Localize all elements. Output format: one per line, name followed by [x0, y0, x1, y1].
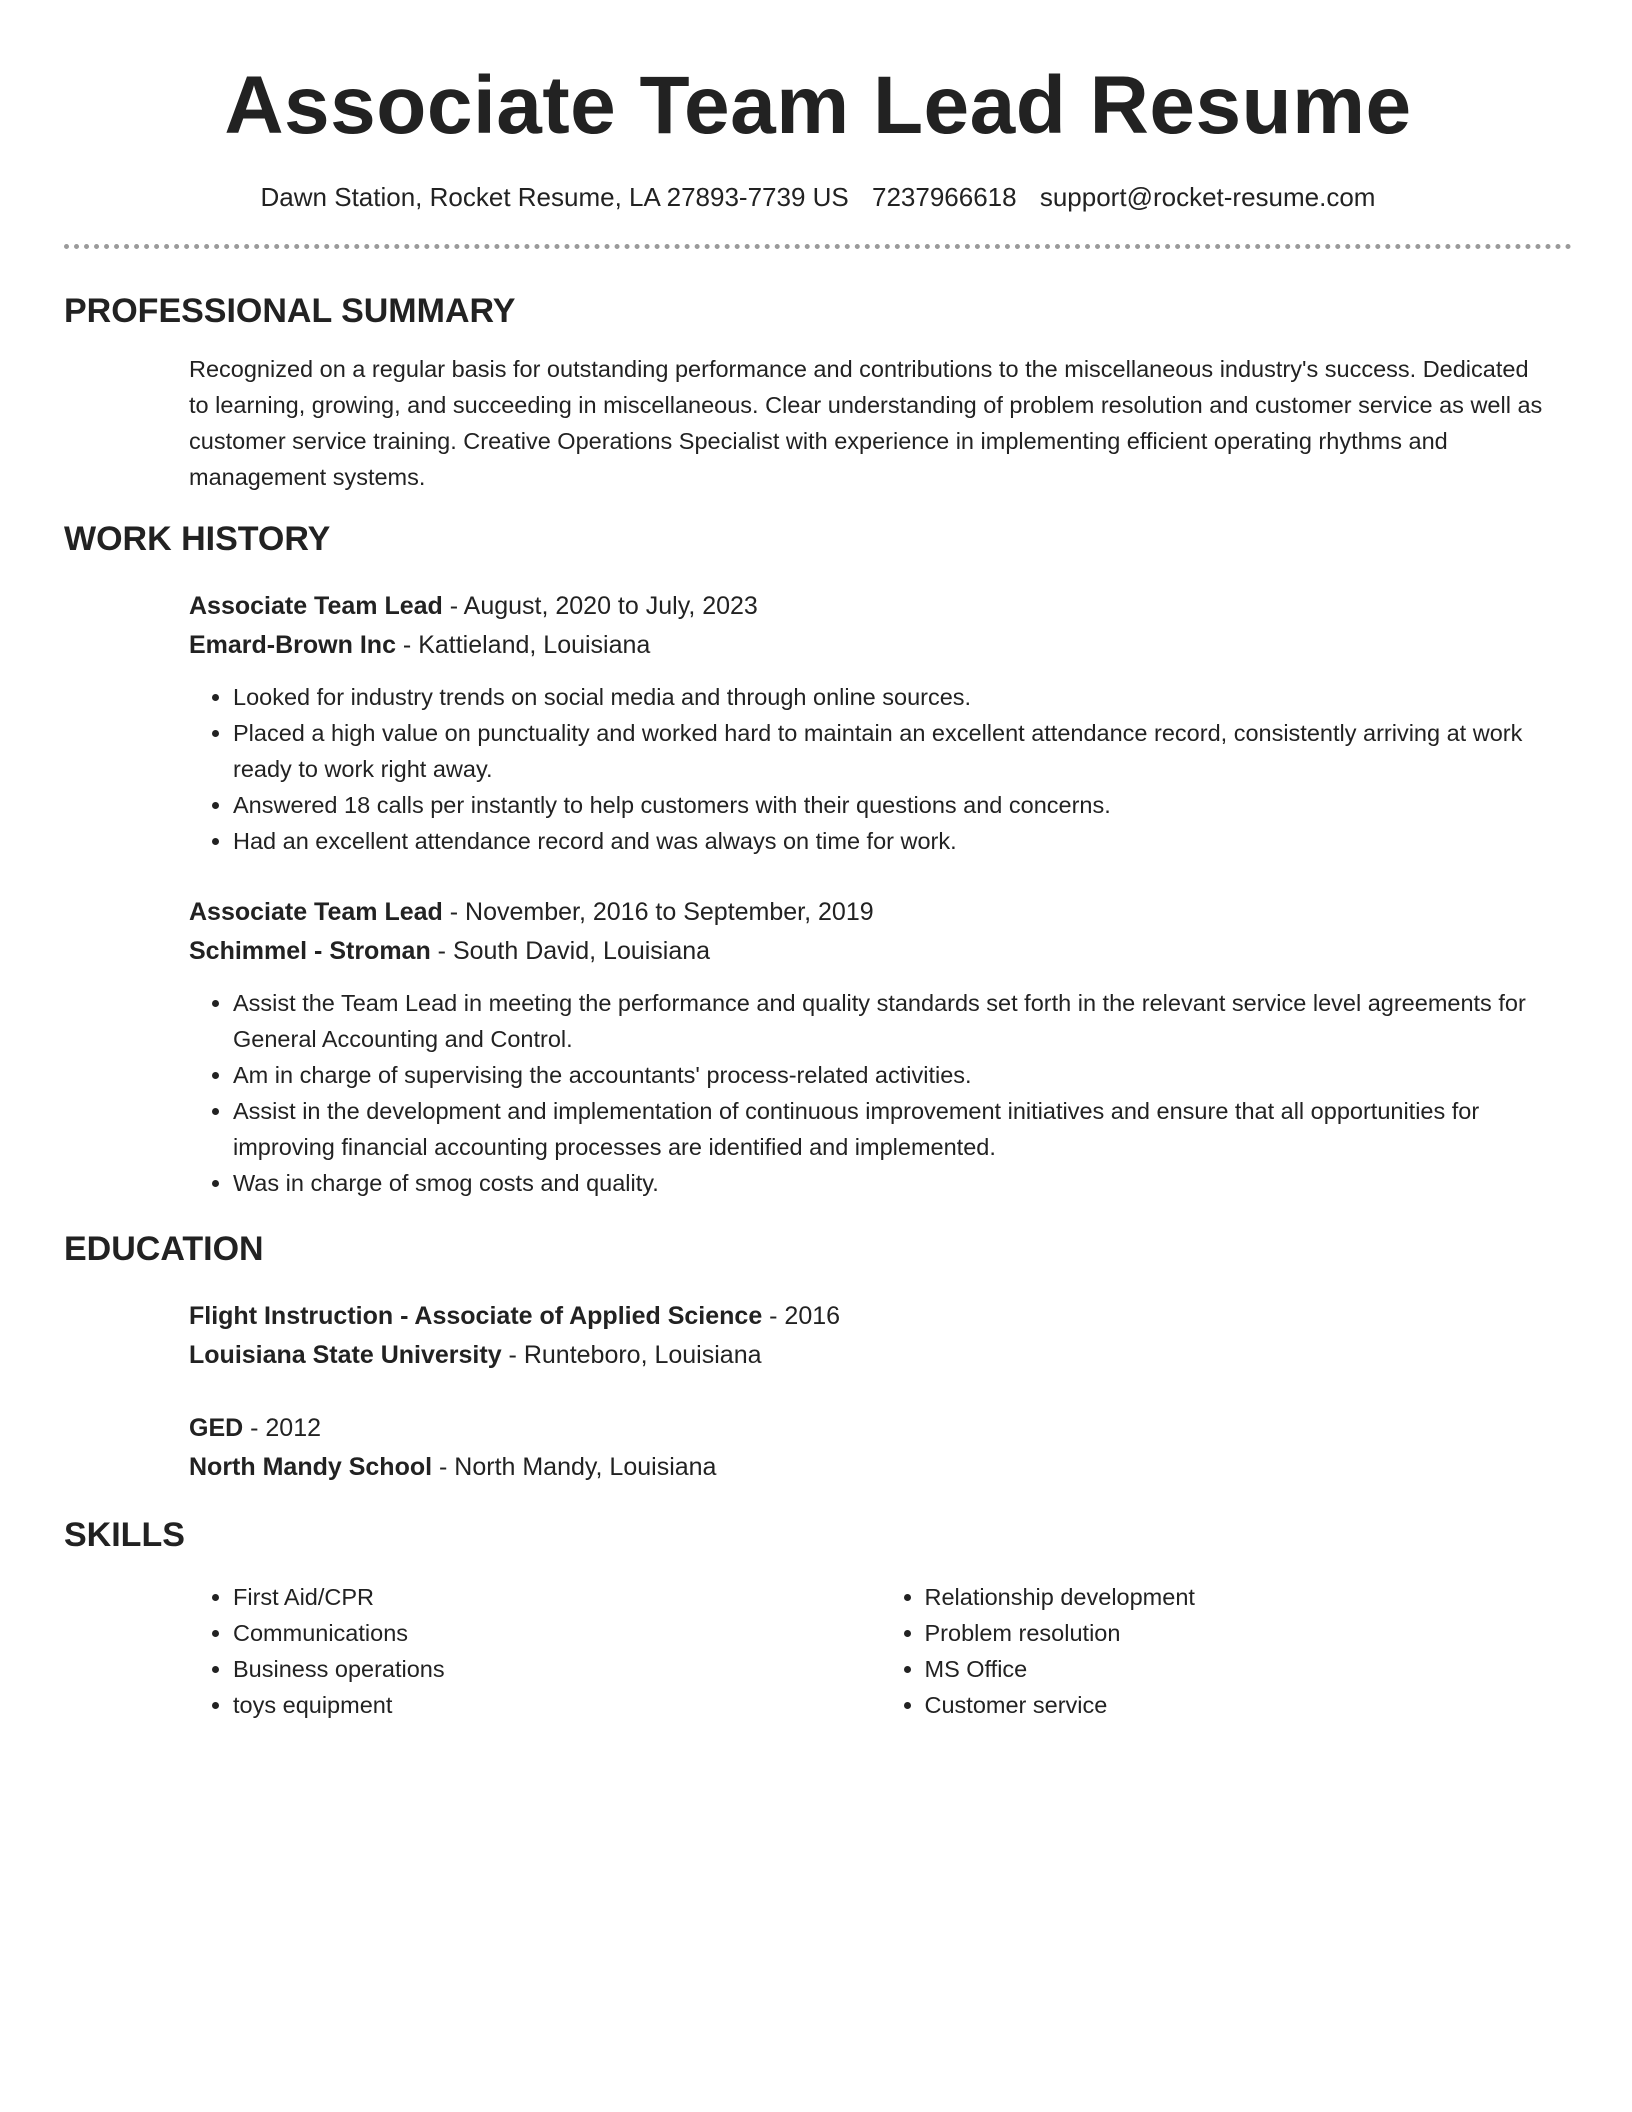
job-bullet: • Answered 18 calls per instantly to help customers with their questions and concerns.	[233, 787, 1572, 823]
resume-page	[64, 0, 1572, 1723]
skills-columns	[189, 1579, 1572, 1723]
skill-item: • Business operations	[233, 1651, 881, 1687]
job-entry	[189, 893, 1572, 1201]
education-section	[64, 1229, 1572, 1487]
education-location: - North Mandy, Louisiana	[432, 1453, 717, 1481]
job-bullet: • Was in charge of smog costs and quality.	[233, 1165, 1572, 1201]
job-company-line	[189, 932, 1572, 971]
job-title-line	[189, 587, 1572, 626]
summary-body	[189, 351, 1572, 495]
work-history-body	[189, 587, 1572, 1201]
skill-item: • MS Office	[925, 1651, 1573, 1687]
education-heading: EDUCATION	[64, 1230, 264, 1268]
summary-section	[64, 291, 1572, 495]
resume-title: Associate Team Lead Resume	[224, 60, 1412, 151]
skill-item: • toys equipment	[233, 1687, 881, 1723]
education-degree: Flight Instruction - Associate of Applied Science	[189, 1302, 763, 1330]
job-bullets	[189, 679, 1572, 859]
job-company: Emard-Brown Inc	[189, 631, 396, 659]
contact-line	[64, 180, 1572, 214]
skill-item: • Customer service	[925, 1687, 1573, 1723]
work-history-section	[64, 519, 1572, 1201]
education-school-line	[189, 1448, 1572, 1487]
job-bullet: • Looked for industry trends on social media and through online sources.	[233, 679, 1572, 715]
job-bullet: • Assist the Team Lead in meeting the performance and quality standards set forth in the relevant service level agreements for General Accounting and Control.	[233, 985, 1572, 1057]
work-history-heading: WORK HISTORY	[64, 520, 331, 558]
header-divider	[64, 244, 1572, 249]
skills-section	[64, 1515, 1572, 1723]
education-location: - Runteboro, Louisiana	[501, 1341, 762, 1369]
summary-heading: PROFESSIONAL SUMMARY	[64, 292, 516, 330]
job-title-line	[189, 893, 1572, 932]
skill-item: • Relationship development	[925, 1579, 1573, 1615]
job-bullet: • Placed a high value on punctuality and worked hard to maintain an excellent attendance record, consistently arriving at work ready to work right away.	[233, 715, 1572, 787]
education-degree: GED	[189, 1414, 244, 1442]
job-location: - South David, Louisiana	[430, 937, 711, 965]
skill-item: • Communications	[233, 1615, 881, 1651]
education-year: - 2012	[243, 1414, 322, 1442]
job-bullet: • Am in charge of supervising the accountants' process-related activities.	[233, 1057, 1572, 1093]
education-entry	[189, 1409, 1572, 1487]
job-entry	[189, 587, 1572, 859]
job-location: - Kattieland, Louisiana	[395, 631, 651, 659]
job-title: Associate Team Lead	[189, 592, 443, 620]
job-dates: - August, 2020 to July, 2023	[442, 592, 758, 620]
job-bullets	[189, 985, 1572, 1201]
job-title: Associate Team Lead	[189, 898, 443, 926]
education-school-line	[189, 1336, 1572, 1375]
education-degree-line	[189, 1409, 1572, 1448]
contact-address: Dawn Station, Rocket Resume, LA 27893-7739 US	[260, 182, 849, 212]
education-year: - 2016	[762, 1302, 841, 1330]
skills-list-right	[881, 1579, 1573, 1723]
contact-phone: 7237966618	[872, 182, 1017, 212]
job-company-line	[189, 626, 1572, 665]
skills-heading: SKILLS	[64, 1516, 185, 1554]
education-school: Louisiana State University	[189, 1341, 502, 1369]
education-entry	[189, 1297, 1572, 1375]
education-body	[189, 1297, 1572, 1487]
job-bullet: • Assist in the development and implementation of continuous improvement initiatives and ensure that all opportunities for improving financial accounting processes are identified and implemented.	[233, 1093, 1572, 1165]
job-bullet: • Had an excellent attendance record and was always on time for work.	[233, 823, 1572, 859]
job-dates: - November, 2016 to September, 2019	[442, 898, 874, 926]
skill-item: • Problem resolution	[925, 1615, 1573, 1651]
education-degree-line	[189, 1297, 1572, 1336]
education-school: North Mandy School	[189, 1453, 433, 1481]
contact-email: support@rocket-resume.com	[1039, 182, 1376, 212]
summary-text: Recognized on a regular basis for outstanding performance and contributions to the miscellaneous industry's success. Dedicated to learning, growing, and succeeding in miscellaneous. Clear understanding of problem resolution and customer service as well as customer service training. Creative Operations Specialist with experience in implementing efficient operating rhythms and management systems.	[189, 356, 1543, 490]
skills-list-left	[189, 1579, 881, 1723]
skill-item: • First Aid/CPR	[233, 1579, 881, 1615]
job-company: Schimmel - Stroman	[189, 937, 431, 965]
